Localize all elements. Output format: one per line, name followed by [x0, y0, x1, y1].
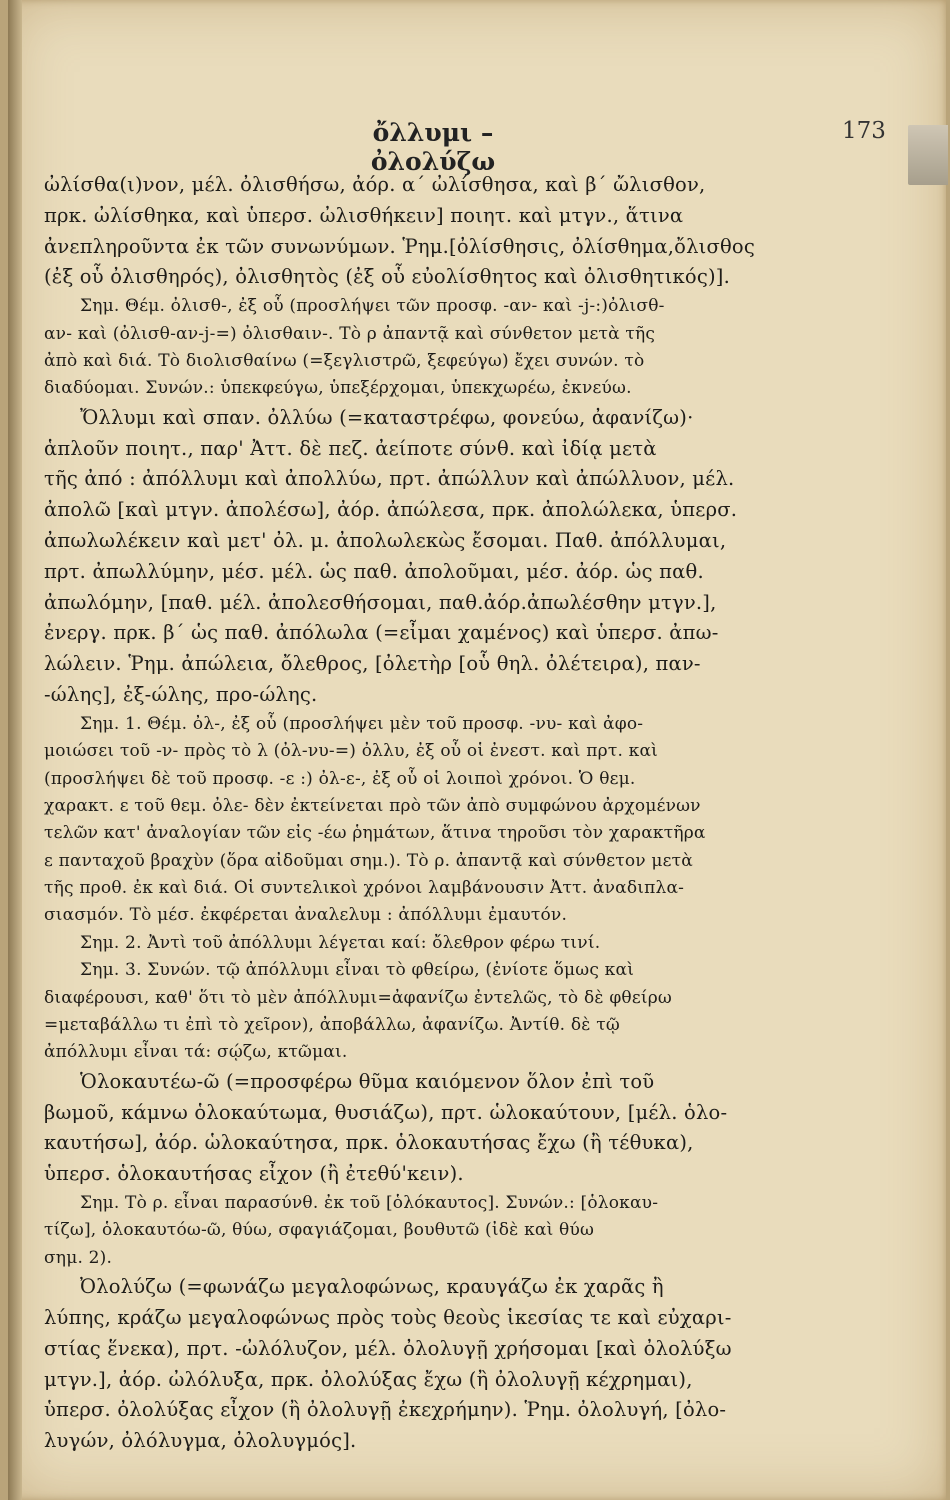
text-line: στίας ἕνεκα), πρτ. -ὠλόλυζον, μέλ. ὀλολυγῇ χρήσομαι [καὶ ὀλολύξω [44, 1336, 732, 1360]
text-line: τελῶν κατ' ἀναλογίαν τῶν εἰς -έω ῥημάτων, ἅτινα τηροῦσι τὸν χαρακτῆρα [44, 823, 706, 844]
text-line: πρκ. ὠλίσθηκα, καὶ ὑπερσ. ὠλισθήκειν] ποιητ. καὶ μτγν., ἅτινα [44, 203, 684, 227]
text-line: Σημ. 3. Συνών. τῷ ἀπόλλυμι εἶναι τὸ φθείρω, (ἐνίοτε ὅμως καὶ [80, 960, 635, 981]
text-line: λύπης, κράζω μεγαλοφώνως πρὸς τοὺς θεοὺς ἱκεσίας τε καὶ εὐχαρι- [44, 1305, 732, 1329]
text-line: ὑπερσ. ὀλολύξας εἶχον (ἢ ὀλολυγῇ ἐκεχρήμην). Ῥημ. ὀλολυγή, [ὀλο- [44, 1398, 727, 1422]
text-line: Ὁλοκαυτέω-ῶ (=προσφέρω θῦμα καιόμενον ὅλον ἐπὶ τοῦ [80, 1069, 655, 1093]
text-line: -ώλης], ἐξ-ώλης, προ-ώλης. [44, 682, 318, 706]
text-line: σημ. 2). [44, 1247, 113, 1268]
text-line: Σημ. Τὸ ρ. εἶναι παρασύνθ. ἐκ τοῦ [ὁλόκαυτος]. Συνών.: [ὁλοκαυ- [80, 1192, 659, 1213]
text-line: διαφέρουσι, καθ' ὅτι τὸ μὲν ἀπόλλυμι=ἀφανίζω ἐντελῶς, τὸ δὲ φθείρω [44, 987, 672, 1008]
text-line: μτγν.], ἀόρ. ὠλόλυξα, πρκ. ὀλολύξας ἔχω (ἢ ὀλολυγῇ κέχρημαι), [44, 1367, 693, 1391]
text-line: ὑπερσ. ὁλοκαυτήσας εἶχον (ἢ ἐτεθύ'κειν). [44, 1162, 464, 1186]
page-header [0, 118, 950, 176]
text-line: Ὄλλυμι καὶ σπαν. ὀλλύω (=καταστρέφω, φονεύω, ἀφανίζω)· [80, 405, 694, 429]
text-line: (προσλήψει δὲ τοῦ προσφ. -ε :) ὀλ-ε-, ἐξ οὗ οἱ λοιποὶ χρόνοι. Ὁ θεμ. [44, 768, 636, 789]
text-line: αν- καὶ (ὀλισθ-αν-j-=) ὀλισθαιν-. Τὸ ρ ἀπαντᾷ καὶ σύνθετον μετὰ τῆς [44, 323, 656, 344]
text-line: χαρακτ. ε τοῦ θεμ. ὀλε- δὲν ἐκτείνεται πρὸ τῶν ἀπὸ συμφώνου ἀρχομένων [44, 795, 701, 816]
text-line: τῆς προθ. ἐκ καὶ διά. Οἱ συντελικοὶ χρόνοι λαμβάνουσιν Ἀττ. ἀναδιπλα- [44, 878, 685, 899]
text-line: ἐνεργ. πρκ. β΄ ὡς παθ. ἀπόλωλα (=εἶμαι χαμένος) καὶ ὑπερσ. ἀπω- [44, 621, 719, 645]
text-line: Ὀλολύζω (=φωνάζω μεγαλοφώνως, κραυγάζω ἐκ χαρᾶς ἢ [80, 1275, 664, 1299]
text-line: καυτήσω], ἀόρ. ὡλοκαύτησα, πρκ. ὁλοκαυτήσας ἔχω (ἢ τέθυκα), [44, 1131, 694, 1155]
page-number: 173 [842, 118, 886, 144]
text-line: ἀπόλλυμι εἶναι τά: σῴζω, κτῶμαι. [44, 1042, 348, 1063]
text-line: ἀπωλόμην, [παθ. μέλ. ἀπολεσθήσομαι, παθ.ἀόρ.ἀπωλέσθην μτγν.], [44, 590, 717, 614]
text-line: λώλειν. Ῥημ. ἀπώλεια, ὄλεθρος, [ὀλετὴρ [οὗ θηλ. ὀλέτειρα), παν- [44, 652, 701, 676]
text-line: ἀνεπληροῦντα ἐκ τῶν συνωνύμων. Ῥημ.[ὀλίσθησις, ὀλίσθημα,ὄλισθος [44, 234, 755, 258]
text-line: ε πανταχοῦ βραχὺν (ὅρα αἰδοῦμαι σημ.). Τὸ ρ. ἀπαντᾷ καὶ σύνθετον μετὰ [44, 850, 693, 871]
text-line: τῆς ἀπό : ἀπόλλυμι καὶ ἀπολλύω, πρτ. ἀπώλλυν καὶ ἀπώλλυον, μέλ. [44, 467, 735, 491]
text-line: σιασμόν. Τὸ μέσ. ἐκφέρεται ἀναλελυμ : ἀπόλλυμι ἐμαυτόν. [44, 905, 568, 926]
text-line: =μεταβάλλω τι ἐπὶ τὸ χεῖρον), ἀποβάλλω, ἀφανίζω. Ἀντίθ. δὲ τῷ [44, 1015, 620, 1036]
text-line: βωμοῦ, κάμνω ὁλοκαύτωμα, θυσιάζω), πρτ. ὡλοκαύτουν, [μέλ. ὁλο- [44, 1100, 728, 1124]
text-line: μοιώσει τοῦ -ν- πρὸς τὸ λ (ὀλ-νυ-=) ὀλλυ, ἐξ οὗ οἱ ἐνεστ. καὶ πρτ. καὶ [44, 741, 659, 762]
text-line: Σημ. 2. Ἀντὶ τοῦ ἀπόλλυμι λέγεται καί: ὄλεθρον φέρω τινί. [80, 932, 601, 953]
text-line: ἀπωλωλέκειν καὶ μετ' ὀλ. μ. ἀπολωλεκὼς ἔσομαι. Παθ. ἀπόλλυμαι, [44, 528, 727, 552]
text-line: τίζω], ὁλοκαυτόω-ῶ, θύω, σφαγιάζομαι, βουθυτῶ (ἰδὲ καὶ θύω [44, 1220, 595, 1241]
text-line: πρτ. ἀπωλλύμην, μέσ. μέλ. ὡς παθ. ἀπολοῦμαι, μέσ. ἀόρ. ὡς παθ. [44, 559, 704, 583]
page-spine-edge [8, 0, 22, 1500]
running-head: ὄλλυμι – ὀλολύζω [370, 118, 496, 176]
text-line: ἁπλοῦν ποιητ., παρ' Ἀττ. δὲ πεζ. ἀείποτε σύνθ. καὶ ἰδίᾳ μετὰ [44, 436, 657, 460]
text-line: ὠλίσθα(ι)νον, μέλ. ὀλισθήσω, ἀόρ. α΄ ὠλίσθησα, καὶ β΄ ὤλισθον, [44, 173, 706, 196]
text-line: Σημ. Θέμ. ὀλισθ-, ἐξ οὗ (προσλήψει τῶν προσφ. -αν- καὶ -j-:)ὀλισθ- [80, 296, 665, 317]
text-line: Σημ. 1. Θέμ. ὀλ-, ἐξ οὗ (προσλήψει μὲν τοῦ προσφ. -νυ- καὶ ἀφο- [80, 713, 644, 734]
text-line: λυγών, ὀλόλυγμα, ὀλολυγμός]. [44, 1429, 357, 1453]
text-line: (ἐξ οὗ ὀλισθηρός), ὀλισθητὸς (ἐξ οὗ εὐολίσθητος καὶ ὀλισθητικός)]. [44, 265, 730, 289]
text-line: ἀπολῶ [καὶ μτγν. ἀπολέσω], ἀόρ. ἀπώλεσα, πρκ. ἀπολώλεκα, ὑπερσ. [44, 498, 738, 522]
page-body-text [44, 170, 902, 1457]
text-line: διαδύομαι. Συνών.: ὑπεκφεύγω, ὑπεξέρχομαι, ὑπεκχωρέω, ἐκνεύω. [44, 378, 632, 399]
text-line: ἀπὸ καὶ διά. Τὸ διολισθαίνω (=ξεγλιστρῶ, ξεφεύγω) ἔχει συνών. τὸ [44, 350, 645, 371]
